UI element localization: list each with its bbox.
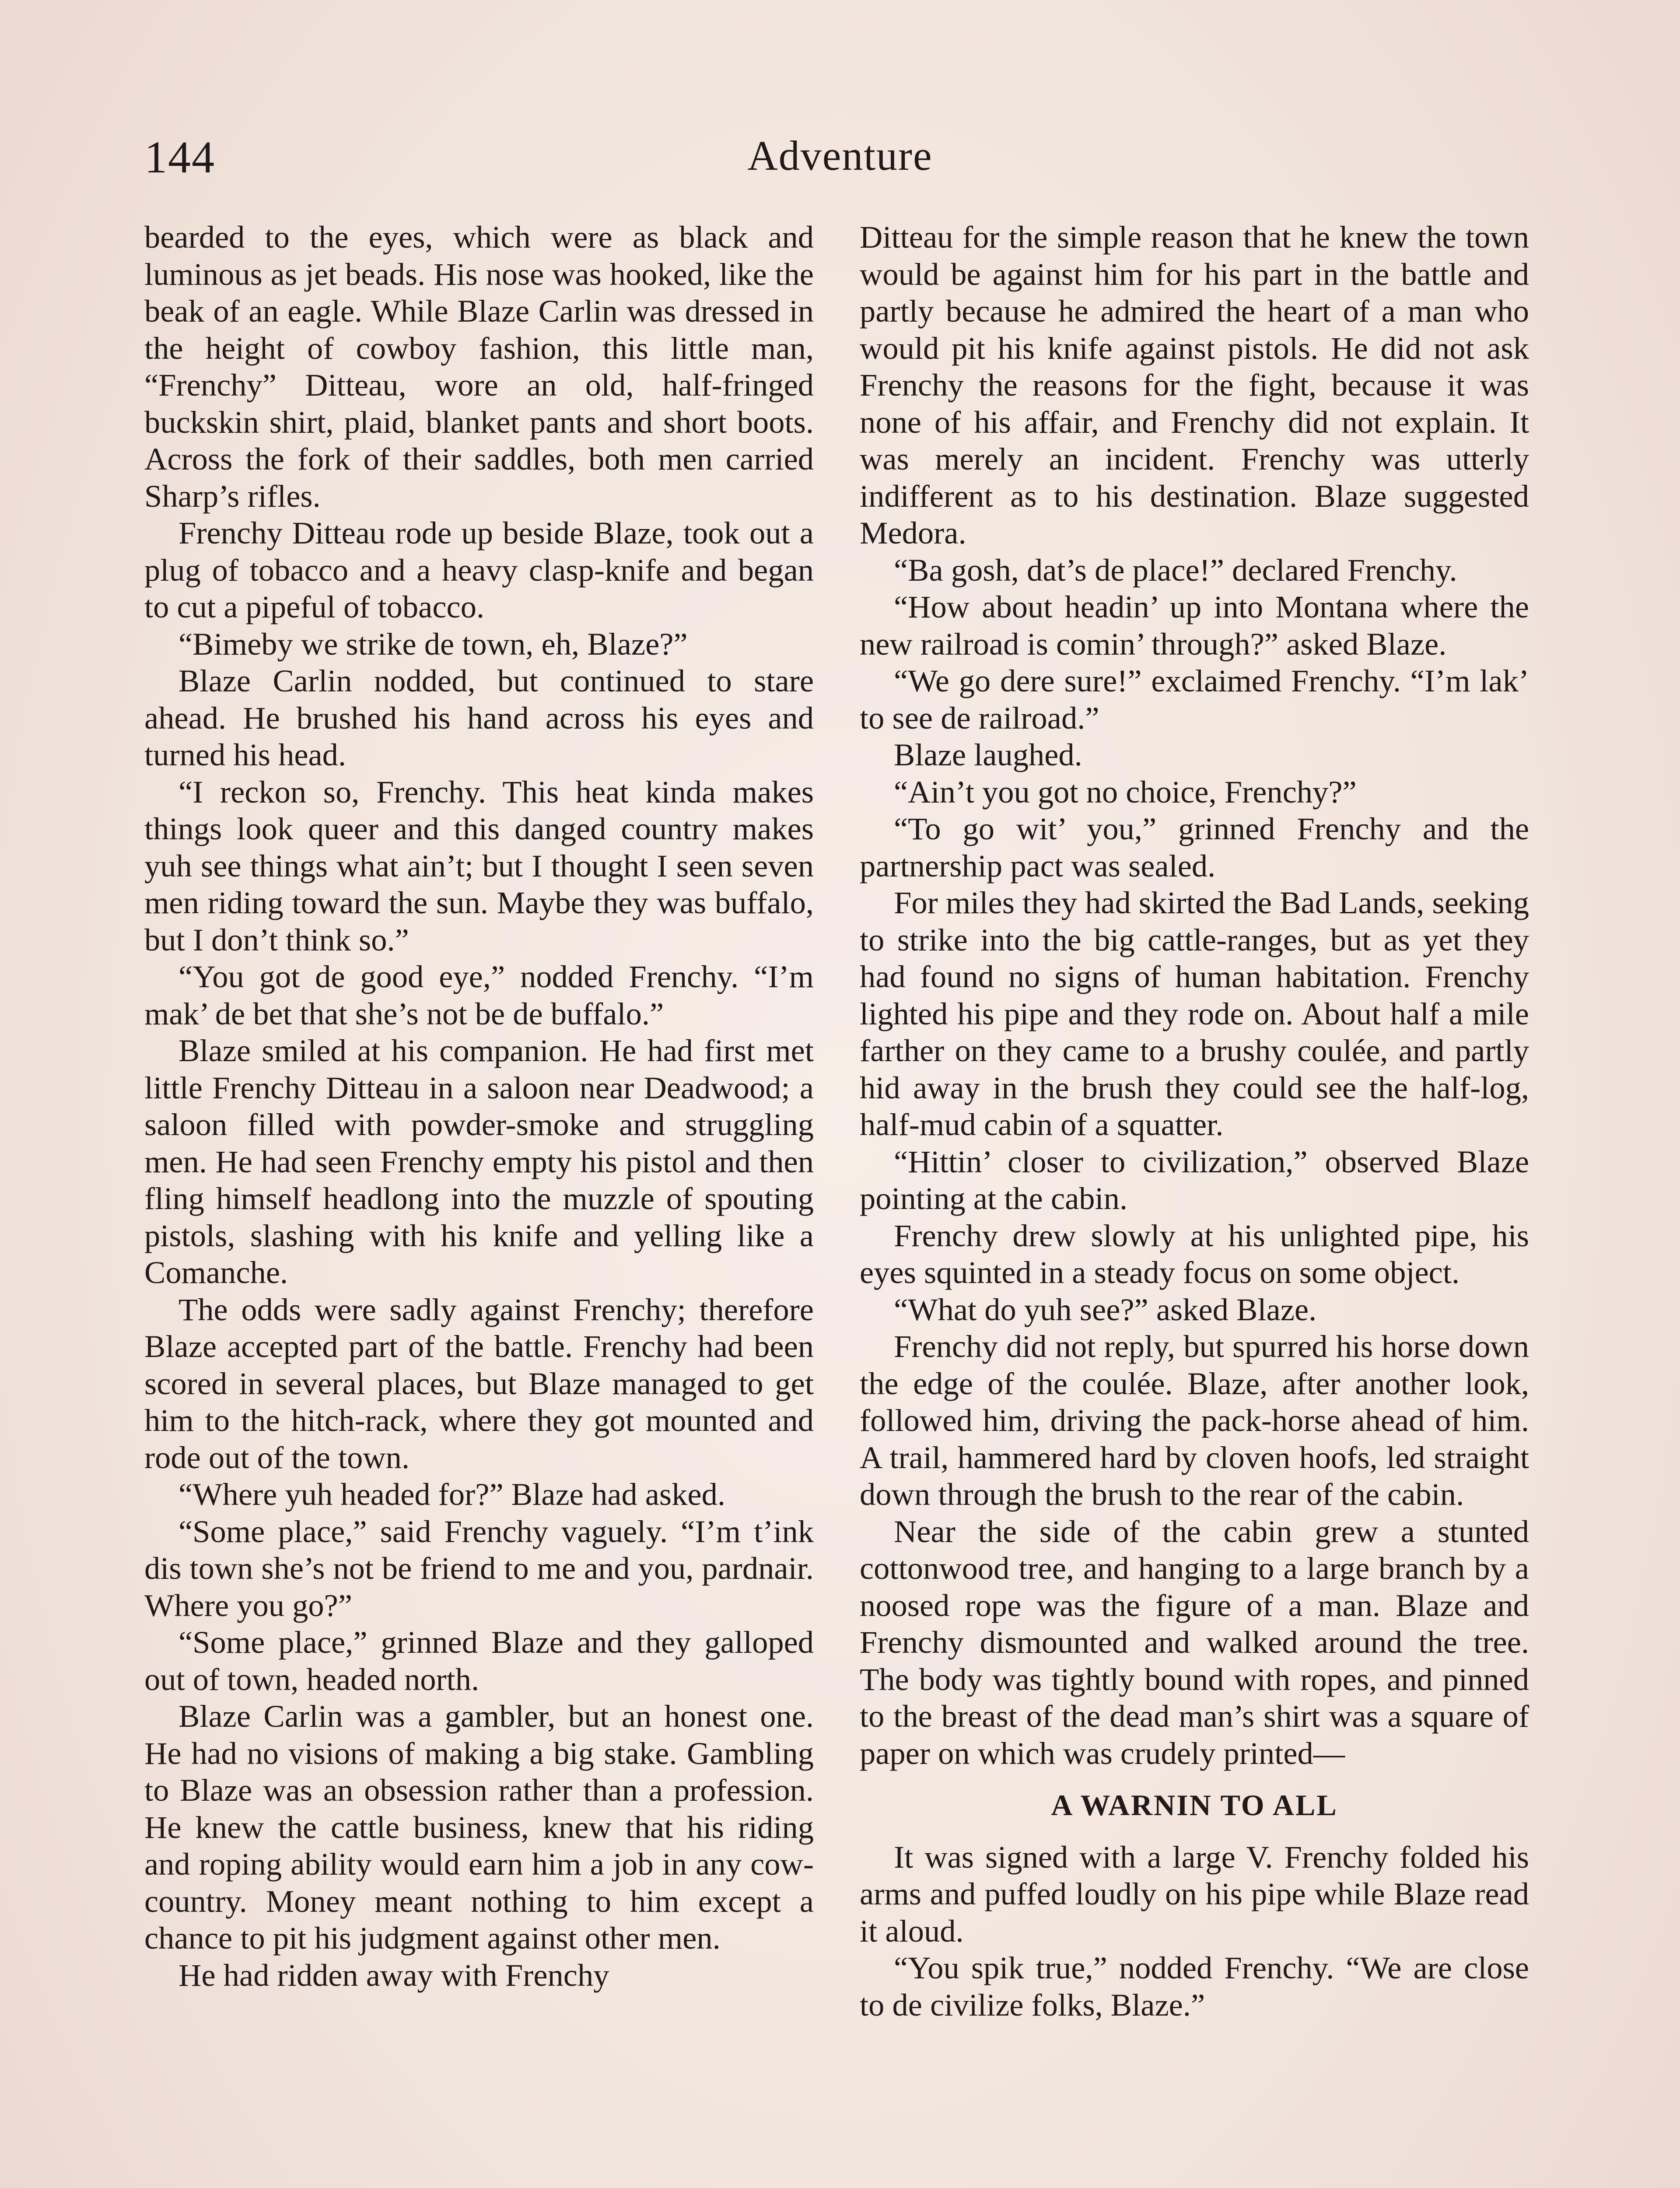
paragraph: The odds were sadly against Frenchy; therefore Blaze accepted part of the battle. Frenchy had been scored in several places, but Blaze managed to get him to the hitch-rack, where they got mounted and rode out of the town.	[144, 1291, 814, 1475]
paragraph: Blaze Carlin was a gambler, but an honest one. He had no visions of making a big stake. Gambling to Blaze was an obsession rather than a profession. He knew the cattle business, knew that his riding and roping ability would earn him a job in any cow-country. Money meant nothing to him except a chance to pit his judgment against other men.	[144, 1698, 814, 1956]
warning-heading: A WARNIN TO ALL	[1051, 1788, 1338, 1822]
paragraph: “Some place,” grinned Blaze and they galloped out of town, headed north.	[144, 1624, 814, 1697]
paragraph: It was signed with a large V. Frenchy folded his arms and puffed loudly on his pipe while Blaze read it aloud.	[860, 1839, 1529, 1949]
paragraph: “Ain’t you got no choice, Frenchy?”	[894, 774, 1357, 810]
paragraph: “Ba gosh, dat’s de place!” declared Frenchy.	[894, 552, 1457, 588]
paragraph: “What do yuh see?” asked Blaze.	[894, 1291, 1317, 1327]
paragraph: Blaze Carlin nodded, but continued to stare ahead. He brushed his hand across his eyes and turned his head.	[144, 663, 814, 772]
paragraph: Frenchy Ditteau rode up beside Blaze, took out a plug of tobacco and a heavy clasp-knife and began to cut a pipeful of tobacco.	[144, 515, 814, 624]
paragraph: Frenchy did not reply, but spurred his horse down the edge of the coulée. Blaze, after another look, followed him, driving the pack-horse ahead of him. A trail, hammered hard by cloven hoofs, led straight down through the brush to the rear of the cabin.	[860, 1329, 1529, 1512]
paragraph: “Hittin’ closer to civilization,” observed Blaze pointing at the cabin.	[860, 1143, 1529, 1216]
paragraph: “You got de good eye,” nodded Frenchy. “I’m mak’ de bet that she’s not be de buffalo.”	[144, 959, 814, 1031]
right-column	[860, 219, 1529, 2023]
paragraph: “Bimeby we strike de town, eh, Blaze?”	[178, 626, 688, 662]
paragraph: Blaze laughed.	[894, 737, 1082, 772]
paragraph: He had ridden away with Frenchy	[178, 1957, 609, 1993]
running-head-title: Adventure	[747, 132, 933, 179]
paragraph: “How about headin’ up into Montana where the new railroad is comin’ through?” asked Blaze.	[860, 589, 1529, 662]
paragraph: “You spik true,” nodded Frenchy. “We are close to de civilize folks, Blaze.”	[860, 1950, 1529, 2023]
paragraph: Ditteau for the simple reason that he knew the town would be against him for his part in the battle and partly because he admired the heart of a man who would pit his knife against pistols. He did not ask Frenchy the reasons for the fight, because it was none of his affair, and Frenchy did not explain. It was merely an incident. Frenchy was utterly indifferent as to his destination. Blaze suggested Medora.	[860, 219, 1529, 551]
left-column	[144, 219, 814, 1994]
paragraph: bearded to the eyes, which were as black and luminous as jet beads. His nose was hooked, like the beak of an eagle. While Blaze Carlin was dressed in the height of cowboy fashion, this little man, “Frenchy” Ditteau, wore an old, half-fringed buckskin shirt, plaid, blanket pants and short boots. Across the fork of their saddles, both men carried Sharp’s rifles.	[144, 219, 814, 514]
paragraph: Near the side of the cabin grew a stunted cottonwood tree, and hanging to a large branch by a noosed rope was the figure of a man. Blaze and Frenchy dismounted and walked around the tree. The body was tightly bound with ropes, and pinned to the breast of the dead man’s shirt was a square of paper on which was crudely printed—	[860, 1513, 1529, 1771]
paragraph: “Where yuh headed for?” Blaze had asked.	[178, 1476, 725, 1512]
paragraph: “To go wit’ you,” grinned Frenchy and the partnership pact was sealed.	[860, 811, 1529, 884]
paragraph: Frenchy drew slowly at his unlighted pipe, his eyes squinted in a steady focus on some object.	[860, 1217, 1529, 1290]
paragraph: Blaze smiled at his companion. He had first met little Frenchy Ditteau in a saloon near Deadwood; a saloon filled with powder-smoke and struggling men. He had seen Frenchy empty his pistol and then fling himself headlong into the muzzle of spouting pistols, slashing with his knife and yelling like a Comanche.	[144, 1033, 814, 1290]
paragraph: “I reckon so, Frenchy. This heat kinda makes things look queer and this danged country makes yuh see things what ain’t; but I thought I seen seven men riding toward the sun. Maybe they was buffalo, but I don’t think so.”	[144, 774, 814, 957]
paragraph: For miles they had skirted the Bad Lands, seeking to strike into the big cattle-ranges, but as yet they had found no signs of human habitation. Frenchy lighted his pipe and they rode on. About half a mile farther on they came to a brushy coulée, and partly hid away in the brush they could see the half-log, half-mud cabin of a squatter.	[860, 885, 1529, 1142]
page-number: 144	[144, 132, 215, 182]
paragraph: “Some place,” said Frenchy vaguely. “I’m t’ink dis town she’s not be friend to me and you, pardnair. Where you go?”	[144, 1513, 814, 1623]
paragraph: “We go dere sure!” exclaimed Frenchy. “I’m lak’ to see de railroad.”	[860, 663, 1529, 736]
